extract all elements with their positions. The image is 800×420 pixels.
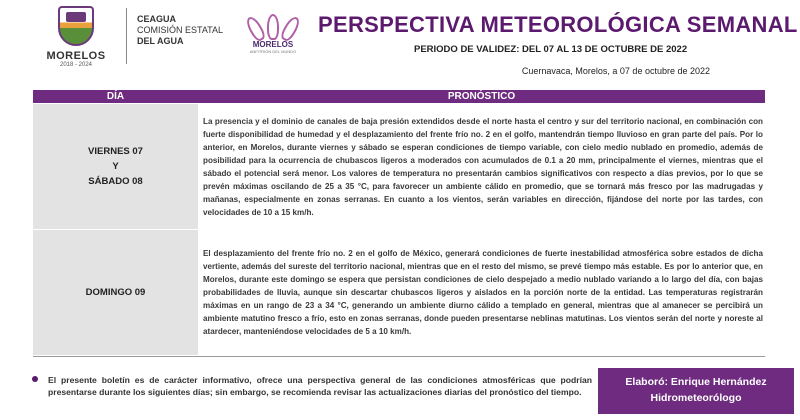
program-logo [240,8,306,54]
page-title: PERSPECTIVA METEOROLÓGICA SEMANAL [318,12,798,37]
column-header-forecast: PRONÓSTICO [447,91,516,102]
state-logo-name: MORELOS [46,50,106,62]
table-row [33,104,765,229]
flower-icon [250,8,296,40]
forecast-text: El desplazamiento del frente frío no. 2 en el golfo de México, generará condiciones de fuerte inestabilidad atmosférica sobre estados de dicha vertiente, además del sureste del territorio nacional, mientras que en el resto del mismo, se prevé tiempo más estable. Es por lo anterior que, en Morelos, durante este domingo se espera que persistan condiciones de cielo despejado a medio nublado variando a lo largo del día, con bajas probabilidades de lluvia, aunque sin descartar chubascos ligeros y aislados en la porción norte de la entidad. Las temperaturas registrarán máximas en un rango de 23 a 34 °C, generando un ambiente diurno cálido a templado en general, mientras que al amanecer se percibirá un ambiente matutino fresco a frío, esto en zonas serranas, donde pueden presentarse neblinas matutinas. Los vientos serán del norte y noreste al atardecer, manteniéndose velocidades de 5 a 10 km/h. [203,249,763,336]
forecast-cell [203,104,763,229]
header-divider [126,8,127,64]
agency-line-2: DEL AGUA [137,36,184,46]
agency-short-name: CEAGUA [137,14,177,24]
day-cell [33,230,198,355]
day-connector: Y [112,161,119,172]
day-cell [33,104,198,229]
state-crest-icon [58,6,94,46]
forecast-text: La presencia y el dominio de canales de baja presión extendidos desde el norte hasta el centro y sur del territorio nacional, en combinación con fuerte disponibilidad de humedad y el desplazamiento del frente frío no. 2 en el golfo, mantendrán tiempo lluvioso en gran parte del país. Por lo anterior, en Morelos, durante viernes y sábado se esperan condiciones de tiempo variable, con cielo medio nublado en promedio, además de posibilidad para la ocurrencia de chubascos ligeros a moderados con acumulados de 0.1 a 20 mm, principalmente el viernes, mientras que el sábado el potencial será menor. Los valores de temperatura no presentarán cambios significativos con respecto a días previos, por lo que se prevén máximas oscilando de 25 a 35 °C, para favorecer un ambiente cálido en promedio, que se tornará más fresco por las madrugadas y mañanas, especialmente en zonas serranas. En cuanto a los vientos, serán variables en dirección, fijándose del norte por las tardes, con velocidades de 10 a 15 km/h. [203,116,763,217]
column-header-day: DÍA [106,91,125,102]
agency-name [137,14,223,47]
author-role: Hidrometeorólogo [650,392,742,404]
place-and-date: Cuernavaca, Morelos, a 07 de octubre de 2022 [521,66,710,76]
day-label: VIERNES 07 [88,146,143,157]
author-name: Elaboró: Enrique Hernández [625,376,767,388]
state-logo-years: 2018 - 2024 [59,62,93,68]
validity-period: PERIODO DE VALIDEZ: DEL 07 AL 13 DE OCTUBRE DE 2022 [414,44,688,55]
table-bottom-border [33,356,765,357]
table-row [33,230,765,355]
agency-line-1: COMISIÓN ESTATAL [137,25,224,35]
forecast-table-header [33,90,765,103]
program-logo-tagline: ANFITRIÓN DEL MUNDO [249,49,297,54]
disclaimer-text: El presente boletín es de carácter informativo, ofrece una perspectiva general de las condiciones atmosféricas que podrían presentarse durante los siguientes días; sin embargo, se recomienda revisar las actualizaciones diarias del pronóstico del tiempo. [48,375,592,397]
morelos-state-logo [40,6,112,78]
day-label: DOMINGO 09 [85,287,146,298]
forecast-cell [203,230,763,355]
author-box [598,368,794,414]
day-label: SÁBADO 08 [88,176,143,187]
program-logo-name: MORELOS [252,40,294,49]
